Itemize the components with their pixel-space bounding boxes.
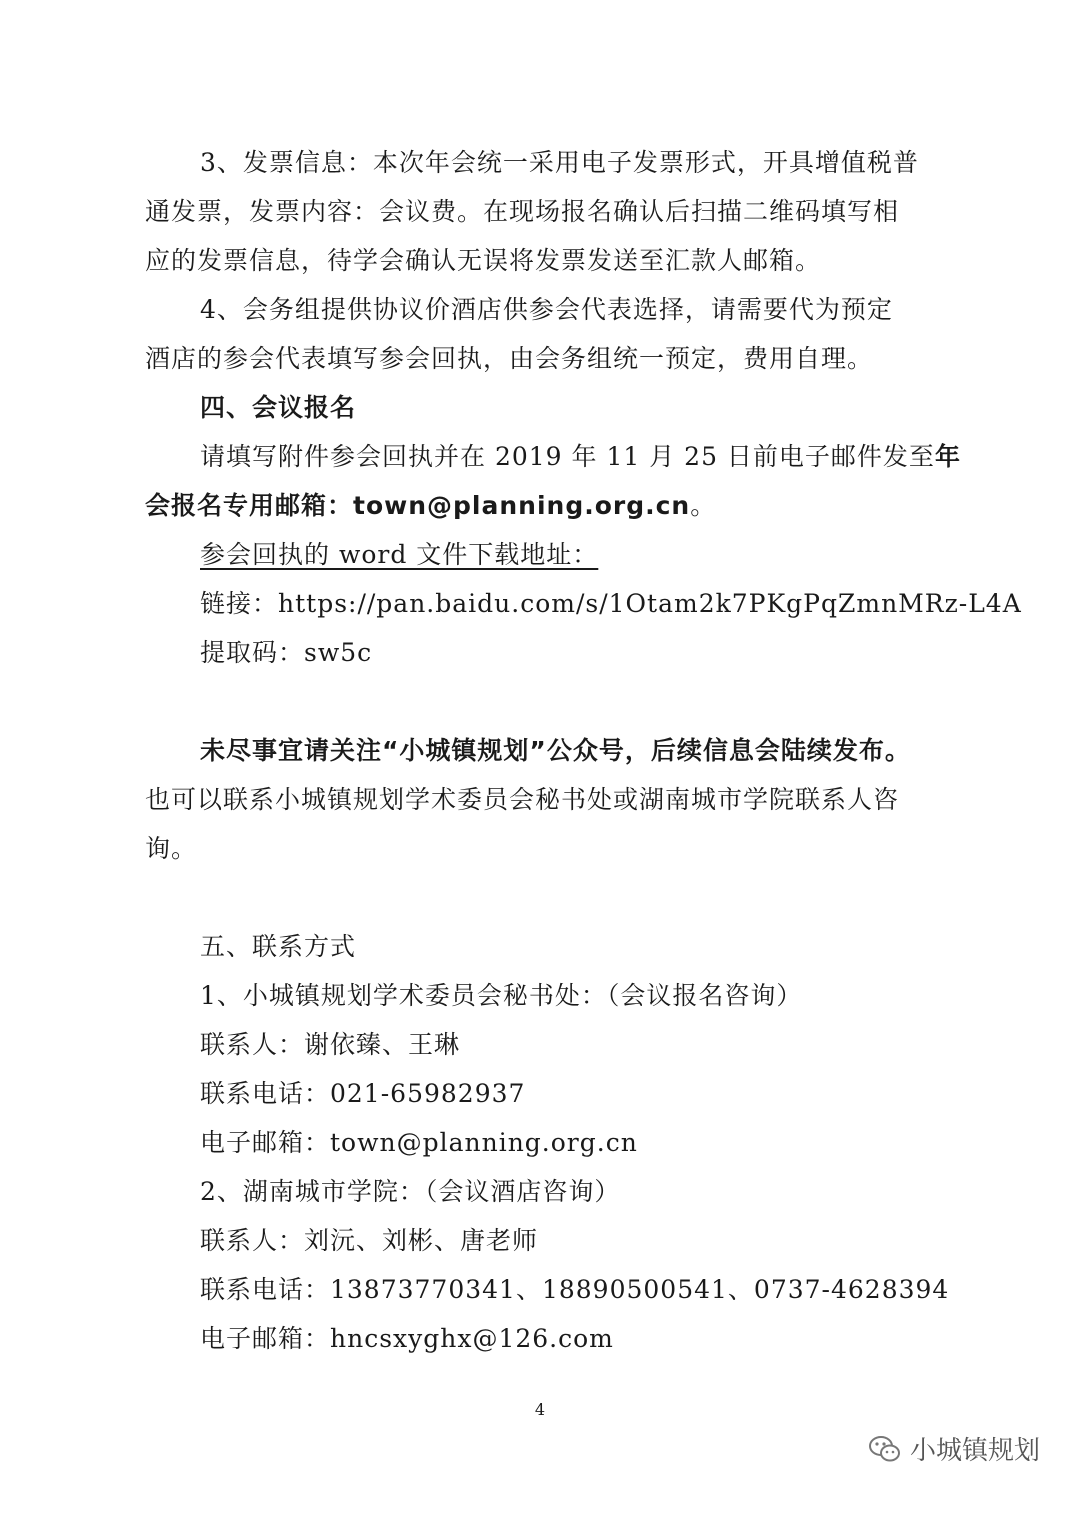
contact2-title: 2、湖南城市学院：（会议酒店咨询） bbox=[200, 1177, 621, 1206]
invoice-paragraph-line2: 通发票，发票内容：会议费。在现场报名确认后扫描二维码填写相 bbox=[145, 197, 900, 226]
contact1-person: 联系人：谢依臻、王琳 bbox=[200, 1030, 461, 1059]
registration-text: 请填写附件参会回执并在 2019 年 11 月 25 日前电子邮件发至 bbox=[200, 442, 935, 471]
contact2-phone: 联系电话：13873770341、18890500541、0737-4628394 bbox=[200, 1275, 950, 1304]
section-title-contact: 五、联系方式 bbox=[200, 932, 357, 961]
watermark-text: 小城镇规划 bbox=[909, 1436, 1040, 1466]
wechat-icon bbox=[868, 1434, 902, 1464]
registration-line1 bbox=[200, 442, 961, 472]
registration-email[interactable]: 会报名专用邮箱：town@planning.org.cn bbox=[145, 491, 691, 520]
registration-text-bold: 年 bbox=[934, 442, 961, 471]
section-title-registration: 四、会议报名 bbox=[200, 393, 357, 422]
contact2-email[interactable]: 电子邮箱：hncsxyghx@126.com bbox=[200, 1324, 614, 1353]
contact2-person: 联系人：刘沅、刘彬、唐老师 bbox=[200, 1226, 539, 1255]
notice-line2: 也可以联系小城镇规划学术委员会秘书处或湖南城市学院联系人咨 bbox=[145, 785, 900, 814]
registration-period: 。 bbox=[690, 491, 717, 520]
extraction-code: 提取码：sw5c bbox=[200, 638, 373, 667]
page-number: 4 bbox=[534, 1400, 546, 1419]
download-link[interactable]: 链接：https://pan.baidu.com/s/1Otam2k7PKgPqZmnMRz-L4A bbox=[200, 589, 1022, 618]
hotel-paragraph-line2: 酒店的参会代表填写参会回执，由会务组统一预定，费用自理。 bbox=[145, 344, 874, 373]
contact1-email[interactable]: 电子邮箱：town@planning.org.cn bbox=[200, 1128, 638, 1157]
download-label: 参会回执的 word 文件下载地址： bbox=[200, 540, 599, 569]
watermark bbox=[868, 1430, 1040, 1467]
hotel-paragraph-line1: 4、会务组提供协议价酒店供参会代表选择，请需要代为预定 bbox=[200, 295, 893, 324]
notice-bold: 未尽事宜请关注“小城镇规划”公众号，后续信息会陆续发布。 bbox=[200, 736, 911, 765]
registration-line2 bbox=[145, 491, 716, 521]
contact1-title: 1、小城镇规划学术委员会秘书处：（会议报名咨询） bbox=[200, 981, 803, 1010]
contact1-phone: 联系电话：021-65982937 bbox=[200, 1079, 526, 1108]
notice-line3: 询。 bbox=[145, 834, 198, 863]
invoice-paragraph-line1: 3、发票信息：本次年会统一采用电子发票形式，开具增值税普 bbox=[200, 148, 919, 177]
invoice-paragraph-line3: 应的发票信息，待学会确认无误将发票发送至汇款人邮箱。 bbox=[145, 246, 822, 275]
